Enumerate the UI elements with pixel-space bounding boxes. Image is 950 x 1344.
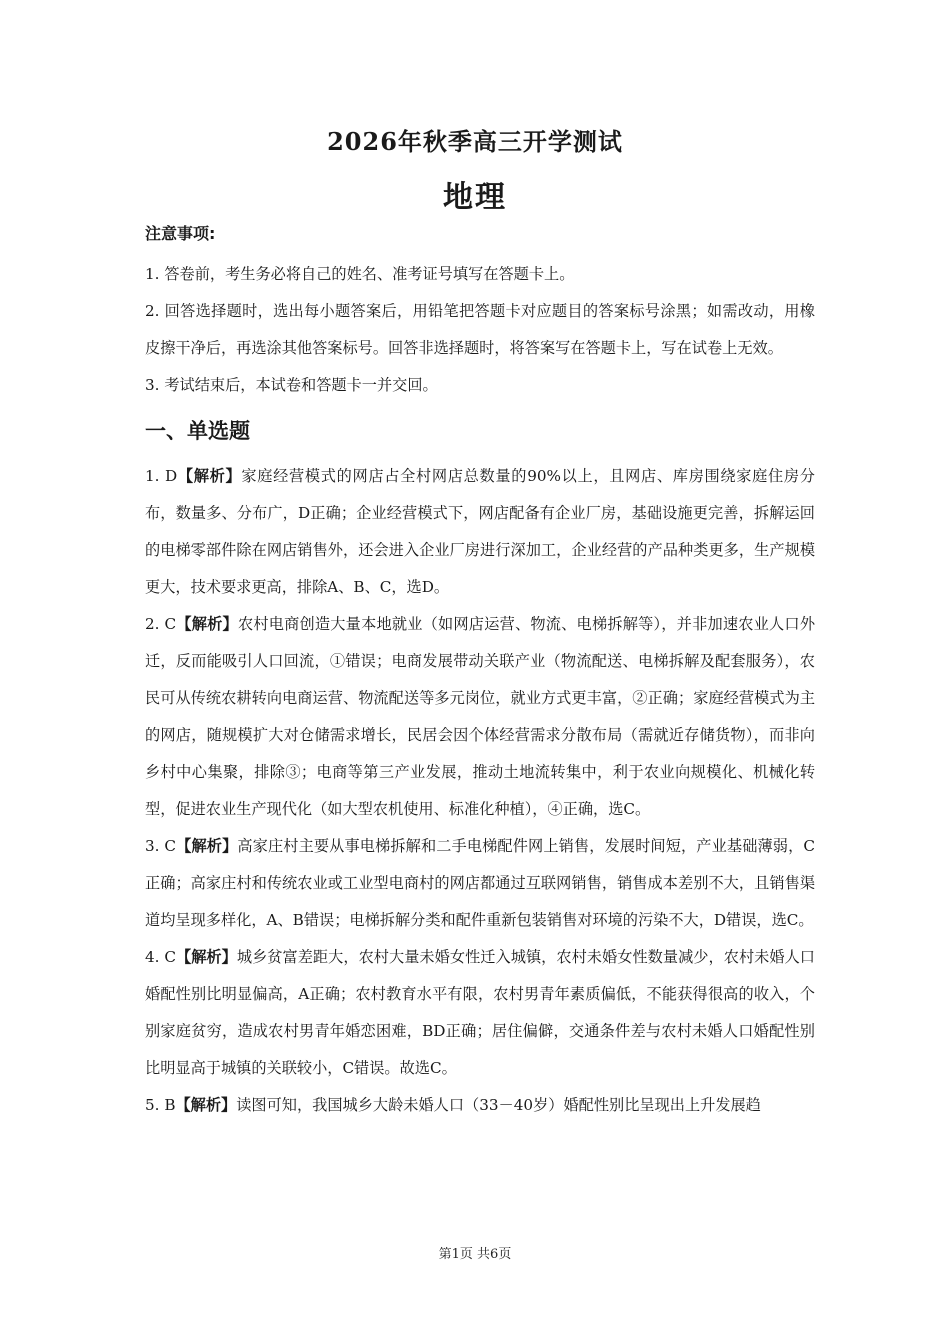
analysis-tag: 【解析】 bbox=[175, 948, 237, 966]
answer-item bbox=[145, 458, 815, 606]
exam-title: 2026年秋季高三开学测试 bbox=[327, 127, 623, 156]
answer-item bbox=[145, 828, 815, 939]
subject-title: 地理 bbox=[443, 180, 507, 215]
answer-item bbox=[145, 606, 815, 828]
notice-heading: 注意事项: bbox=[145, 224, 216, 243]
page-content bbox=[145, 222, 815, 1124]
analysis-tag: 【解析】 bbox=[175, 1096, 237, 1114]
section-heading: 一、单选题 bbox=[145, 419, 250, 443]
answer-number: 3. C bbox=[145, 837, 177, 855]
answer-number: 5. B bbox=[145, 1096, 176, 1114]
answer-text: 高家庄村主要从事电梯拆解和二手电梯配件网上销售，发展时间短，产业基础薄弱，C正确；高家庄村和传统农业或工业型电商村的网店都通过互联网销售，销售成本差别不大，且销售渠道均呈现多样化，A、B错误；电梯拆解分类和配件重新包装销售对环境的污染不大，D错误，选C。 bbox=[145, 837, 816, 929]
answer-item bbox=[145, 1087, 815, 1124]
answer-text: 农村电商创造大量本地就业（如网店运营、物流、电梯拆解等），并非加速农业人口外迁，反而能吸引人口回流，①错误；电商发展带动关联产业（物流配送、电梯拆解及配套服务），农民可从传统农耕转向电商运营、物流配送等多元岗位，就业方式更丰富，②正确；家庭经营模式为主的网店，随规模扩大对仓储需求增长，民居会因个体经营需求分散布局（需就近存储货物），而非向乡村中心集聚，排除③；电商等第三产业发展，推动土地流转集中，利于农业向规模化、机械化转型，促进农业生产现代化（如大型农机使用、标准化种植），④正确，选C。 bbox=[145, 615, 816, 818]
answer-number: 2. C bbox=[145, 615, 177, 633]
analysis-tag: 【解析】 bbox=[176, 837, 238, 855]
answer-item bbox=[145, 939, 815, 1087]
answer-text: 读图可知，我国城乡大龄未婚人口（33－40岁）婚配性别比呈现出上升发展趋 bbox=[236, 1096, 761, 1114]
notice-item: 3. 考试结束后，本试卷和答题卡一并交回。 bbox=[145, 376, 438, 394]
analysis-tag: 【解析】 bbox=[177, 467, 242, 485]
answer-text: 城乡贫富差距大，农村大量未婚女性迁入城镇，农村未婚女性数量减少，农村未婚人口婚配性别比明显偏高，A正确；农村教育水平有限，农村男青年素质偏低，不能获得很高的收入，个别家庭贫穷，造成农村男青年婚恋困难，BD正确；居住偏僻，交通条件差与农村未婚人口婚配性别比明显高于城镇的关联较小，C错误。故选C。 bbox=[145, 948, 815, 1077]
analysis-tag: 【解析】 bbox=[176, 615, 238, 633]
answer-number: 1. D bbox=[145, 467, 178, 485]
answer-number: 4. C bbox=[145, 948, 176, 966]
page-footer: 第1页 共6页 bbox=[438, 1247, 512, 1262]
answer-text: 家庭经营模式的网店占全村网店总数量的90%以上，且网店、库房围绕家庭住房分布，数量多、分布广，D正确；企业经营模式下，网店配备有企业厂房，基础设施更完善，拆解运回的电梯零部件除在网店销售外，还会进入企业厂房进行深加工，企业经营的产品种类更多，生产规模更大，技术要求更高，排除A、B、C，选D。 bbox=[145, 467, 815, 596]
notice-item: 2. 回答选择题时，选出每小题答案后，用铅笔把答题卡对应题目的答案标号涂黑；如需改动，用橡皮擦干净后，再选涂其他答案标号。回答非选择题时，将答案写在答题卡上，写在试卷上无效。 bbox=[145, 302, 815, 357]
notice-item: 1. 答卷前，考生务必将自己的姓名、准考证号填写在答题卡上。 bbox=[145, 265, 575, 283]
